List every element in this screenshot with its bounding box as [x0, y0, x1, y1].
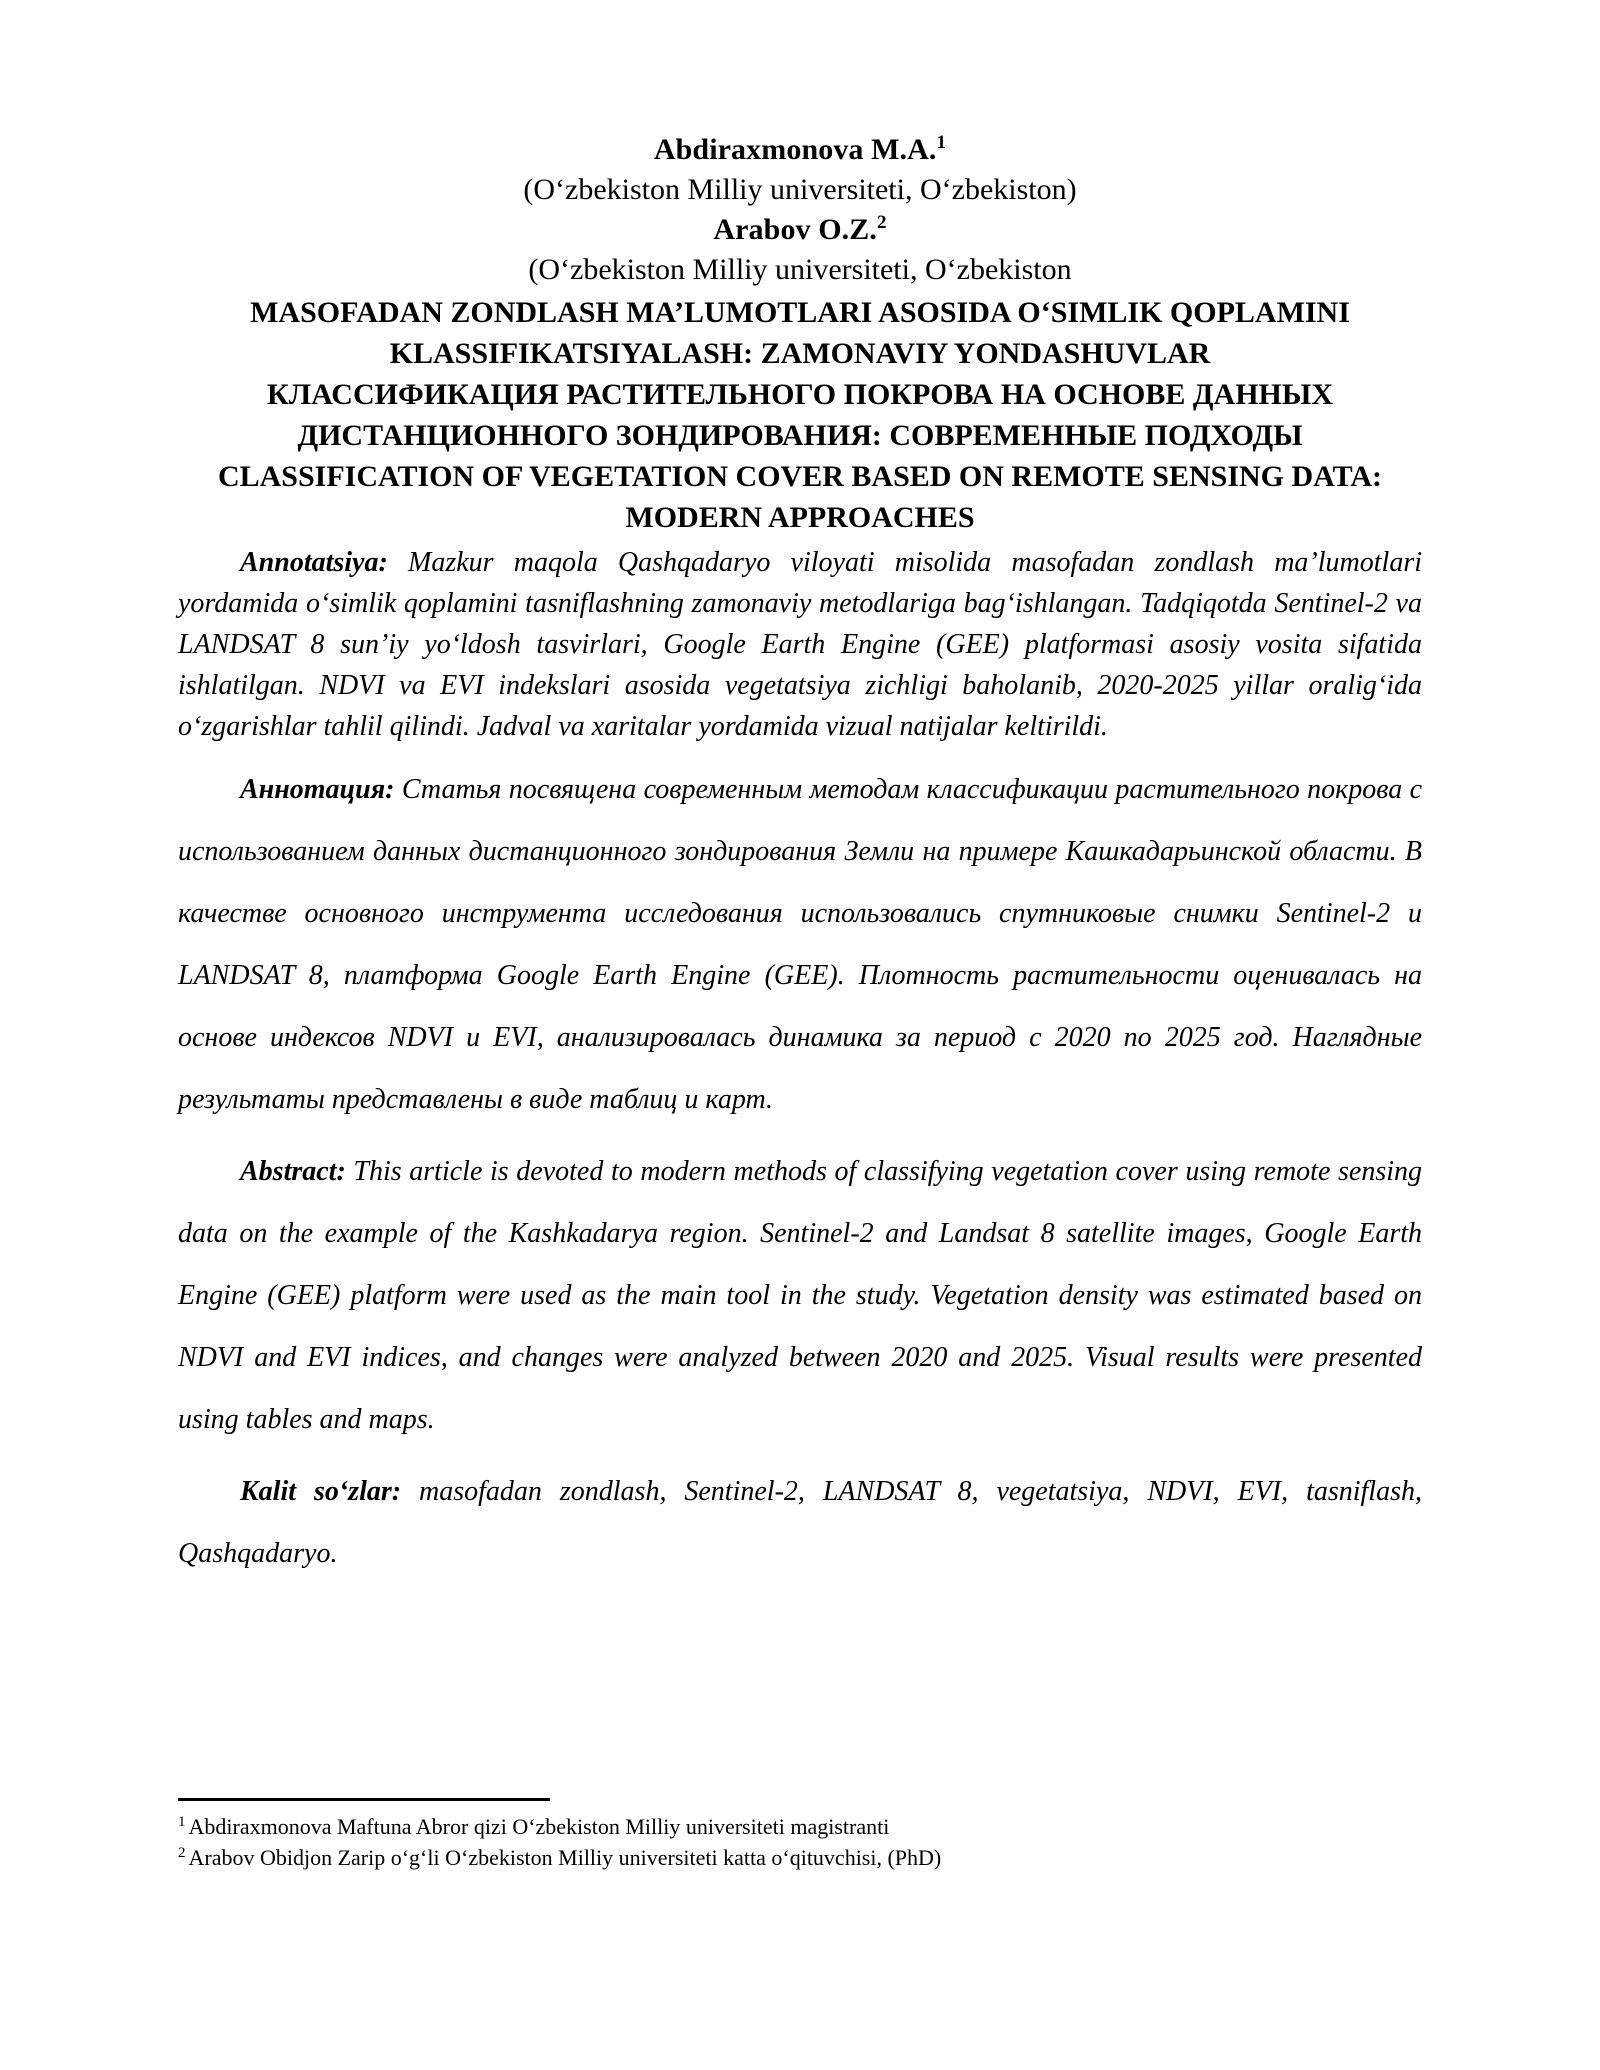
footnote-separator-rule	[178, 1798, 550, 1801]
footnote-marker-2: 2	[178, 1844, 186, 1861]
author-name-2-text: Arabov O.Z.	[713, 213, 877, 246]
abstract-en-label: Abstract:	[240, 1156, 346, 1187]
page-title-ru: КЛАССИФИКАЦИЯ РАСТИТЕЛЬНОГО ПОКРОВА НА ОСНОВЕ ДАННЫХ ДИСТАНЦИОННОГО ЗОНДИРОВАНИЯ: СОВРЕМЕННЫЕ ПОДХОДЫ	[267, 378, 1333, 452]
footnote-text-2: Arabov Obidjon Zarip o‘g‘li O‘zbekiston Milliy universiteti katta o‘qituvchisi, (PhD)	[188, 1845, 942, 1870]
author-name-1	[178, 130, 1422, 170]
author-footnote-marker-1: 1	[936, 132, 947, 153]
abstract-en	[178, 1141, 1422, 1451]
keywords	[178, 1461, 1422, 1585]
page-title-uz: MASOFADAN ZONDLASH MA’LUMOTLARI ASOSIDA O‘SIMLIK QOPLAMINI KLASSIFIKATSIYALASH: ZAMONAVIY YONDASHUVLAR	[250, 296, 1350, 370]
author-affiliation-1: (O‘zbekiston Milliy universiteti, O‘zbekiston)	[523, 173, 1077, 206]
abstract-en-text: This article is devoted to modern methods of classifying vegetation cover using remote sensing data on the example of the Kashkadarya region. Sentinel-2 and Landsat 8 satellite images, Google Earth Engine (GEE) platform were used as the main tool in the study. Vegetation density was estimated based on NDVI and EVI indices, and changes were analyzed between 2020 and 2025. Visual results were presented using tables and maps.	[178, 1156, 1422, 1435]
footnote-item-2	[178, 1842, 1422, 1873]
footnote-item-1	[178, 1811, 1422, 1842]
abstract-ru-text: Статья посвящена современным методам классификации растительного покрова с использованием данных дистанционного зондирования Земли на примере Кашкадарьинской области. В качестве основного инструмента исследования использовались спутниковые снимки Sentinel-2 и LANDSAT 8, платформа Google Earth Engine (GEE). Плотность растительности оценивалась на основе индексов NDVI и EVI, анализировалась динамика за период с 2020 по 2025 год. Наглядные результаты представлены в виде таблиц и карт.	[178, 774, 1422, 1115]
article-front-matter	[178, 130, 1422, 1585]
abstract-uz	[178, 542, 1422, 747]
abstract-ru-label: Аннотация:	[240, 774, 395, 805]
footnote-area	[178, 1798, 1422, 1873]
page-title-en: CLASSIFICATION OF VEGETATION COVER BASED ON REMOTE SENSING DATA: MODERN APPROACHES	[217, 460, 1383, 534]
author-affiliation-2: (O‘zbekiston Milliy universiteti, O‘zbekiston	[528, 253, 1072, 286]
keywords-label: Kalit so‘zlar:	[240, 1476, 402, 1507]
abstract-ru	[178, 759, 1422, 1131]
author-footnote-marker-2: 2	[877, 212, 887, 233]
footnote-text-1: Abdiraxmonova Maftuna Abror qizi O‘zbekiston Milliy universiteti magistranti	[188, 1814, 890, 1839]
author-name-2	[178, 210, 1422, 250]
author-name-1-text: Abdiraxmonova M.A.	[653, 133, 937, 166]
abstract-uz-label: Annotatsiya:	[240, 547, 388, 578]
abstract-uz-text: Mazkur maqola Qashqadaryo viloyati misolida masofadan zondlash ma’lumotlari yordamida o‘simlik qoplamini tasniflashning zamonaviy metodlariga bag‘ishlangan. Tadqiqotda Sentinel-2 va LANDSAT 8 sun’iy yo‘ldosh tasvirlari, Google Earth Engine (GEE) platformasi asosiy vosita sifatida ishlatilgan. NDVI va EVI indekslari asosida vegetatsiya zichligi baholanib, 2020-2025 yillar oralig‘ida o‘zgarishlar tahlil qilindi. Jadval va xaritalar yordamida vizual natijalar keltirildi.	[178, 547, 1422, 742]
footnote-marker-1: 1	[178, 1813, 186, 1830]
keywords-text: masofadan zondlash, Sentinel-2, LANDSAT 8, vegetatsiya, NDVI, EVI, tasniflash, Qashqadaryo.	[178, 1476, 1422, 1569]
